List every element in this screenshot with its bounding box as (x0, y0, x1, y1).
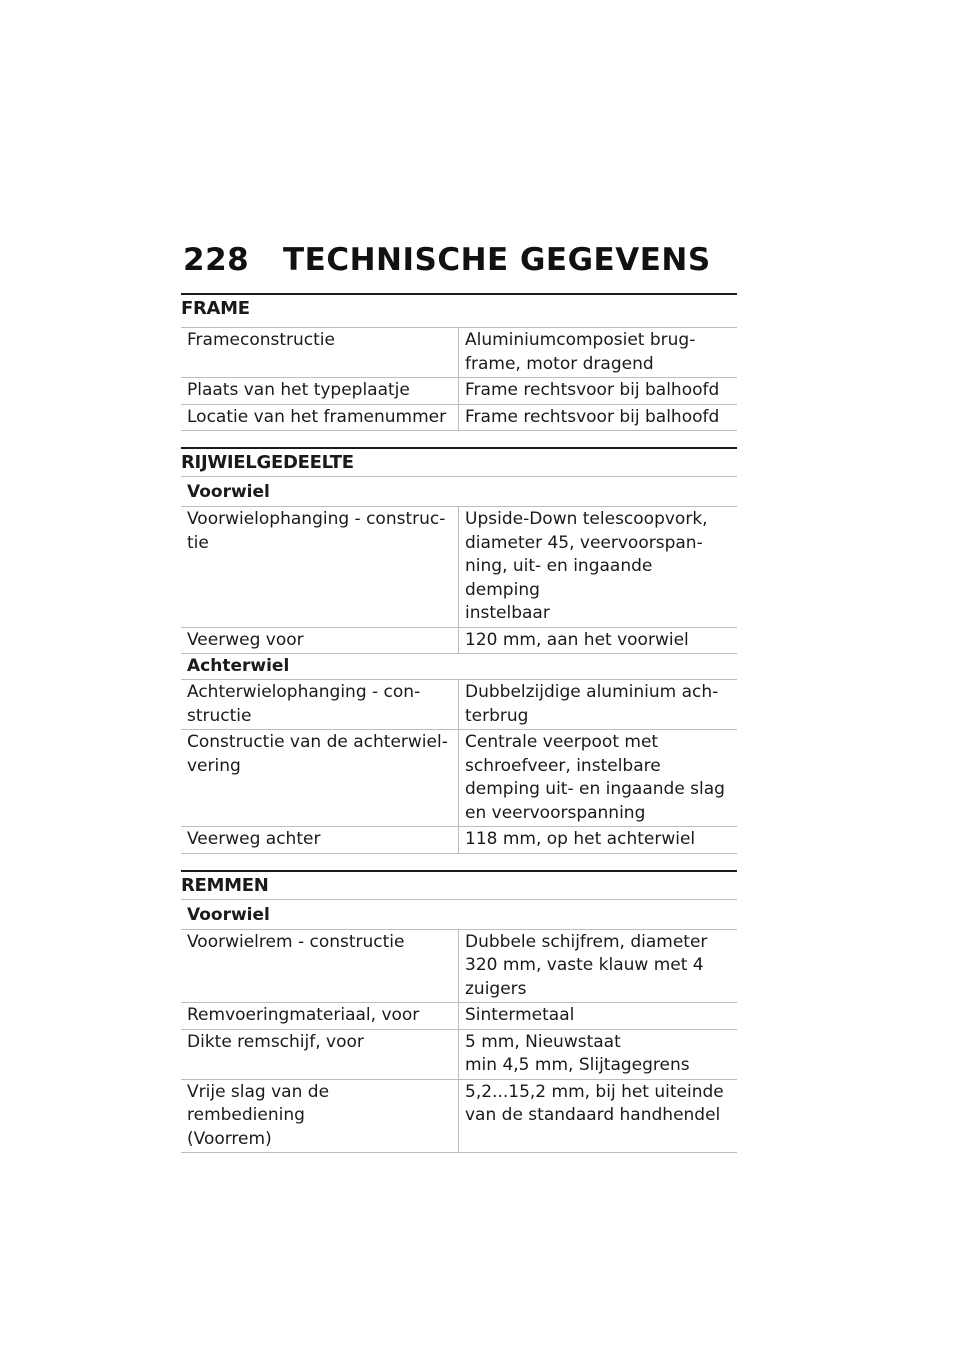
spec-value-line: 120 mm, aan het voorwiel (465, 629, 689, 650)
spec-label (181, 827, 459, 853)
spec-label-line: structie (187, 705, 252, 726)
spec-section (181, 870, 737, 1154)
spec-label (181, 930, 459, 1003)
spec-label-line: Remvoeringmateriaal, voor (187, 1005, 420, 1025)
spec-row (181, 328, 737, 378)
spec-label-line: Achterwielophanging - con- (187, 682, 421, 702)
spec-value-line: 320 mm, vaste klauw met 4 (465, 955, 704, 975)
spec-row (181, 628, 737, 655)
spec-value (459, 730, 737, 826)
spec-value (459, 628, 737, 654)
spec-value (459, 1003, 737, 1029)
spec-value-line: Frame rechtsvoor bij balhoofd (465, 406, 720, 427)
spec-row (181, 827, 737, 854)
spec-value-line: 5,2...15,2 mm, bij het uiteinde (465, 1081, 724, 1102)
spec-value-line: min 4,5 mm, Slijtagegrens (465, 1055, 690, 1075)
spec-value-line: 5 mm, Nieuwstaat (465, 1031, 621, 1052)
spec-section (181, 293, 737, 431)
spec-value-line: van de standaard handhendel (465, 1105, 721, 1125)
spec-label-line: Vrije slag van de rembediening (187, 1081, 330, 1125)
spec-value-line: Sintermetaal (465, 1005, 575, 1025)
spec-row (181, 1003, 737, 1030)
spec-row (181, 1080, 737, 1154)
spec-value-line: Upside-Down telescoopvork, (465, 509, 708, 529)
spec-value-line: demping uit- en ingaande slag (465, 779, 725, 799)
spec-value-line: Dubbele schijfrem, diameter (465, 931, 708, 952)
spec-value-line: schroefveer, instelbare (465, 755, 661, 776)
spec-value (459, 827, 737, 853)
spec-row (181, 680, 737, 730)
spec-value (459, 1030, 737, 1079)
subsection-heading: Voorwiel (181, 900, 737, 930)
spec-label (181, 328, 459, 377)
spec-value-line: ning, uit- en ingaande demping (465, 556, 653, 600)
spec-row (181, 507, 737, 628)
spec-row (181, 930, 737, 1004)
spec-value-line: instelbaar (465, 603, 550, 623)
spec-label-line: Voorwielrem - constructie (187, 931, 405, 952)
spec-row (181, 405, 737, 432)
spec-label-line: (Voorrem) (187, 1128, 272, 1149)
spec-value (459, 930, 737, 1003)
spec-label (181, 680, 459, 729)
spec-value-line: diameter 45, veervoorspan- (465, 532, 703, 553)
spec-value-line: 118 mm, op het achterwiel (465, 829, 696, 849)
spec-label-line: Veerweg voor (187, 629, 304, 650)
spec-label (181, 507, 459, 627)
spec-label (181, 405, 459, 431)
subsection-heading: Achterwiel (181, 654, 737, 680)
page-title: TECHNISCHE GEGEVENS (283, 242, 711, 278)
spec-label-line: Frameconstructie (187, 330, 335, 350)
spec-value-line: Dubbelzijdige aluminium ach- (465, 682, 719, 702)
spec-label-line: Voorwielophanging - construc- (187, 509, 446, 529)
spec-value (459, 328, 737, 377)
subsection-heading: Voorwiel (181, 477, 737, 507)
spec-value-line: Aluminiumcomposiet brug- (465, 330, 696, 350)
spec-label (181, 1080, 459, 1153)
spec-value-line: Frame rechtsvoor bij balhoofd (465, 380, 720, 400)
spec-label-line: Locatie van het framenummer (187, 406, 447, 427)
section-title: FRAME (181, 293, 737, 328)
spec-label (181, 628, 459, 654)
spec-label-line: Constructie van de achterwiel- (187, 732, 448, 752)
spec-label-line: Veerweg achter (187, 829, 321, 849)
spec-row (181, 730, 737, 827)
spec-section (181, 447, 737, 854)
page-header (183, 242, 711, 278)
spec-row (181, 378, 737, 405)
spec-value (459, 405, 737, 431)
spec-label-line: Dikte remschijf, voor (187, 1031, 364, 1052)
spec-value-line: frame, motor dragend (465, 353, 654, 374)
spec-value (459, 680, 737, 729)
spec-value-line: zuigers (465, 978, 527, 999)
spec-value-line: en veervoorspanning (465, 802, 646, 823)
spec-value (459, 378, 737, 404)
spec-value (459, 507, 737, 627)
spec-value-line: terbrug (465, 705, 529, 726)
page-number: 228 (183, 242, 250, 278)
spec-label-line: vering (187, 755, 241, 776)
spec-value-line: Centrale veerpoot met (465, 732, 659, 752)
spec-label (181, 1030, 459, 1079)
spec-label (181, 1003, 459, 1029)
spec-label-line: Plaats van het typeplaatje (187, 380, 410, 400)
spec-label (181, 730, 459, 826)
spec-label (181, 378, 459, 404)
spec-content (181, 293, 737, 1169)
section-title: RIJWIELGEDEELTE (181, 447, 737, 477)
spec-value (459, 1080, 737, 1153)
spec-label-line: tie (187, 532, 209, 553)
section-title: REMMEN (181, 870, 737, 900)
spec-row (181, 1030, 737, 1080)
